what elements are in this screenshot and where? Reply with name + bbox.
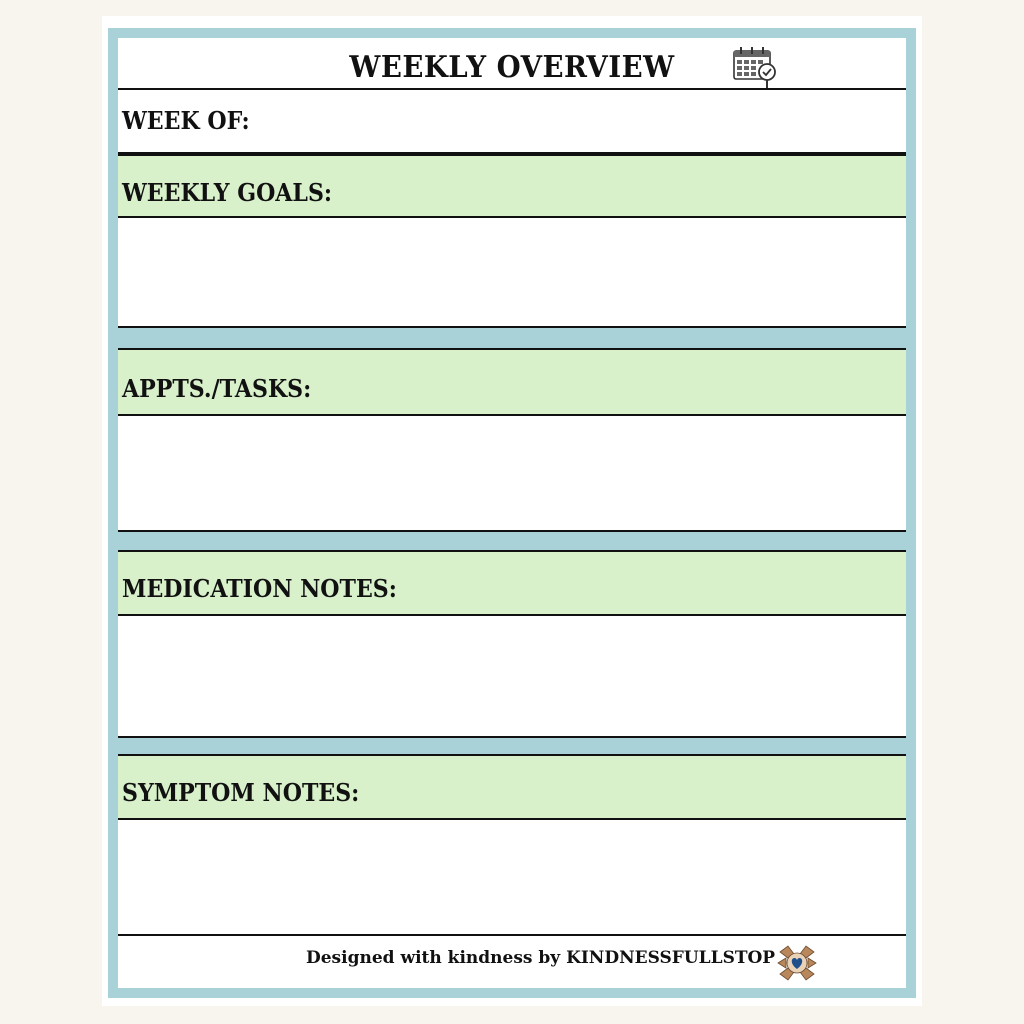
weekly-goals-label: WEEKLY GOALS:	[122, 178, 333, 207]
medication-notes-header	[118, 550, 906, 616]
symptom-notes-header	[118, 754, 906, 820]
planner-page	[118, 38, 906, 988]
medication-notes-field[interactable]	[118, 616, 906, 738]
footer-credit: Designed with kindness by KINDNESSFULLSTOP	[306, 948, 776, 968]
symptom-notes-label: SYMPTOM NOTES:	[122, 778, 360, 807]
hands-heart-logo	[776, 942, 818, 984]
weekly-goals-field[interactable]	[118, 218, 906, 328]
section-separator	[118, 532, 906, 550]
appts-tasks-header	[118, 348, 906, 416]
title-row	[118, 38, 906, 90]
section-separator	[118, 328, 906, 348]
page-title: WEEKLY OVERVIEW	[349, 50, 675, 85]
week-of-label: WEEK OF:	[122, 106, 250, 135]
symptom-notes-field[interactable]	[118, 820, 906, 934]
appts-tasks-field[interactable]	[118, 416, 906, 532]
appts-tasks-label: APPTS./TASKS:	[122, 374, 312, 403]
week-of-row[interactable]	[118, 90, 906, 156]
footer	[118, 934, 906, 988]
section-separator	[118, 738, 906, 754]
calendar-check-icon	[732, 44, 780, 90]
medication-notes-label: MEDICATION NOTES:	[122, 574, 397, 603]
weekly-goals-header	[118, 156, 906, 218]
